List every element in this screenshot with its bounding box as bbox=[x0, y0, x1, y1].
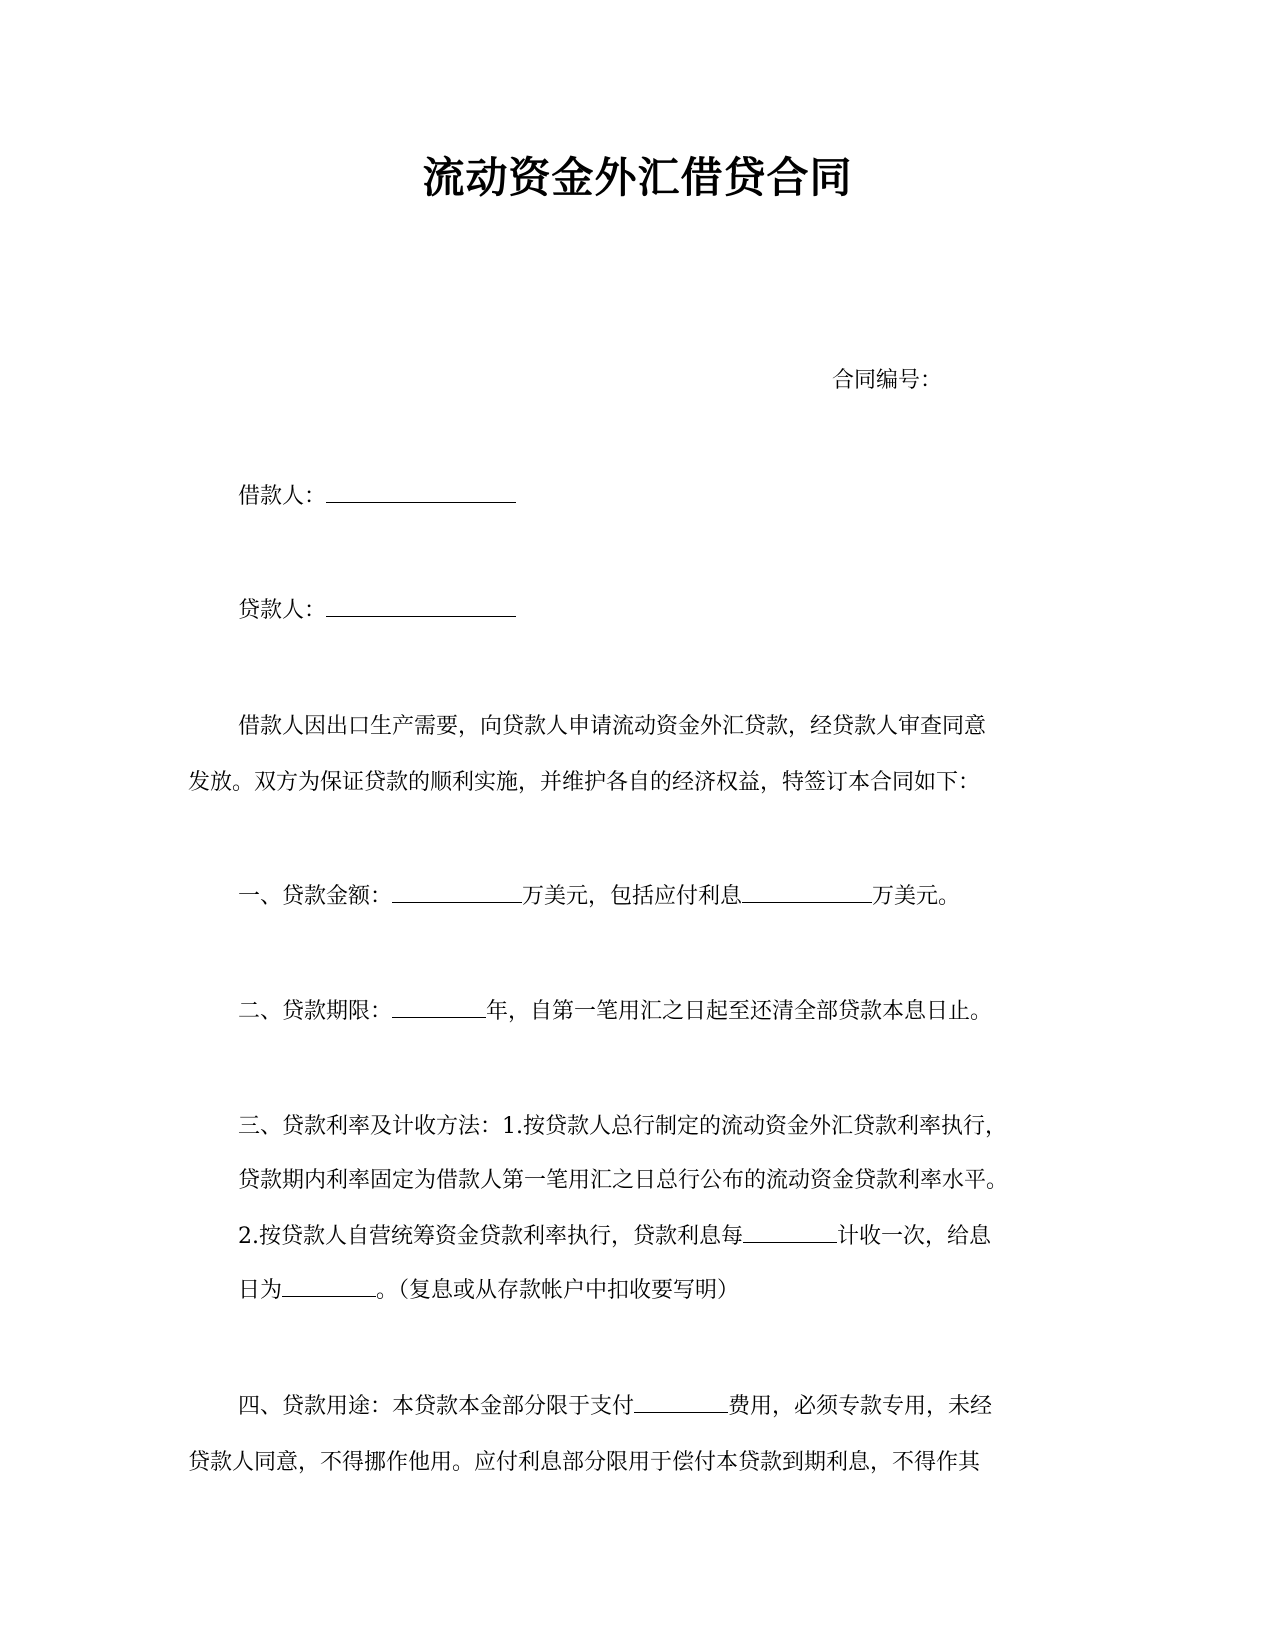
loan-term-blank[interactable] bbox=[392, 997, 486, 1018]
section-4-line-1 bbox=[238, 1392, 992, 1422]
section-3-line-3-prefix: 2.按贷款人自营统筹资金贷款利率执行，贷款利息每 bbox=[238, 1224, 743, 1249]
section-4-line-1-suffix: 费用，必须专款专用，未经 bbox=[728, 1394, 993, 1419]
borrower-line bbox=[238, 482, 516, 512]
section-3-line-4 bbox=[238, 1276, 739, 1306]
section-1-suffix: 万美元。 bbox=[872, 884, 961, 909]
section-1-mid: 万美元，包括应付利息 bbox=[522, 884, 743, 909]
borrower-label: 借款人： bbox=[238, 484, 327, 509]
section-3-line-3-suffix: 计收一次，给息 bbox=[837, 1224, 992, 1249]
interest-amount-blank[interactable] bbox=[742, 882, 872, 903]
document-title: 流动资金外汇借贷合同 bbox=[422, 153, 853, 202]
lender-label: 贷款人： bbox=[238, 598, 327, 623]
section-3-line-2: 贷款期内利率固定为借款人第一笔用汇之日总行公布的流动资金贷款利率水平。 bbox=[238, 1168, 1009, 1193]
intro-line-2: 发放。双方为保证贷款的顺利实施，并维护各自的经济权益，特签订本合同如下： bbox=[188, 770, 981, 795]
section-3-line-4-prefix: 日为 bbox=[238, 1278, 283, 1303]
section-2-suffix: 年，自第一笔用汇之日起至还清全部贷款本息日止。 bbox=[486, 999, 993, 1024]
purpose-expense-blank[interactable] bbox=[634, 1392, 728, 1413]
section-3-line-4-suffix: 。（复息或从存款帐户中扣收要写明） bbox=[376, 1278, 740, 1303]
borrower-blank[interactable] bbox=[326, 482, 516, 503]
section-3-line-1: 三、贷款利率及计收方法：1.按贷款人总行制定的流动资金外汇贷款利率执行， bbox=[238, 1114, 1007, 1139]
section-1-loan-amount bbox=[238, 882, 960, 912]
section-3-line-3 bbox=[238, 1222, 991, 1252]
lender-line bbox=[238, 596, 516, 626]
interest-date-blank[interactable] bbox=[282, 1276, 376, 1297]
section-4-line-2: 贷款人同意，不得挪作他用。应付利息部分限用于偿付本贷款到期利息，不得作其 bbox=[188, 1450, 981, 1475]
contract-number-label: 合同编号： bbox=[832, 368, 943, 393]
section-1-prefix: 一、贷款金额： bbox=[238, 884, 393, 909]
loan-amount-blank[interactable] bbox=[392, 882, 522, 903]
section-4-line-1-prefix: 四、贷款用途：本贷款本金部分限于支付 bbox=[238, 1394, 635, 1419]
lender-blank[interactable] bbox=[326, 596, 516, 617]
section-2-loan-term bbox=[238, 997, 992, 1027]
intro-line-1: 借款人因出口生产需要，向贷款人申请流动资金外汇贷款，经贷款人审查同意 bbox=[238, 714, 987, 739]
interest-period-blank[interactable] bbox=[743, 1222, 837, 1243]
section-2-prefix: 二、贷款期限： bbox=[238, 999, 393, 1024]
